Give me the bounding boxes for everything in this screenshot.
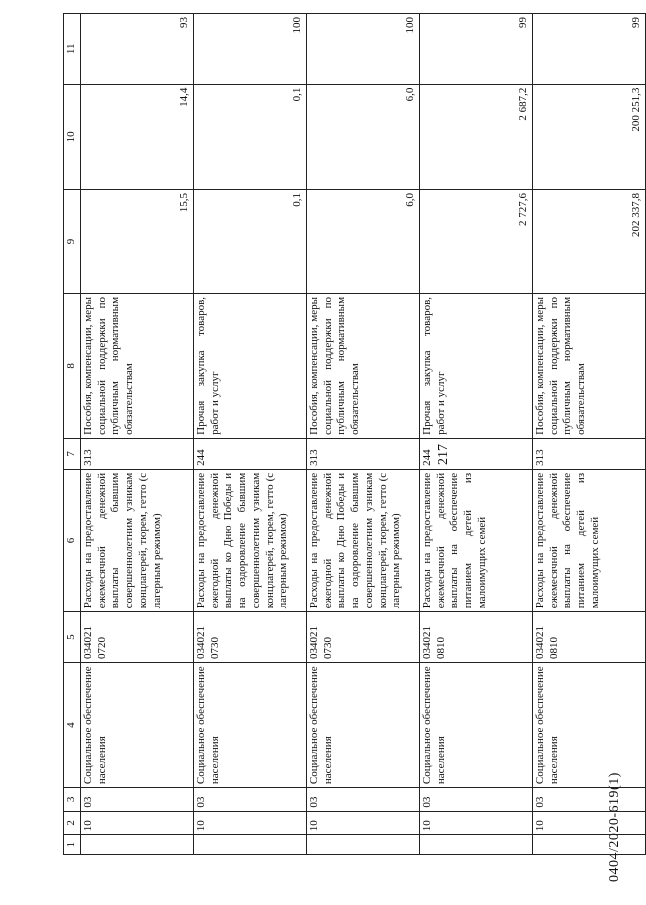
- cell-percent: 99: [532, 14, 645, 85]
- header-col-9: 9: [64, 189, 81, 293]
- cell-section: 10: [306, 811, 419, 835]
- cell-expense-type-name: Пособия, компенсации, меры социальной поддержки по публичным нормативным обязательствам: [80, 293, 193, 438]
- cell-subsection-name: Социальное обеспечение населения: [419, 663, 532, 788]
- cell-expense-name: Расходы на предоставление ежегодной денежной выплаты ко Дню Победы и на оздоровление бывшим совершеннолетним узникам концлагерей, тюрем, гетто (с лагерным режимом): [193, 469, 306, 611]
- cell-target-code: 034021 0730: [193, 612, 306, 663]
- cell-expense-type: 313: [532, 438, 645, 469]
- cell-expense-name: Расходы на предоставление ежемесячной денежной выплаты на обеспечение питанием детей из малоимущих семей: [532, 469, 645, 611]
- header-col-4: 4: [64, 663, 81, 788]
- header-row: [64, 14, 81, 855]
- cell-target-code: 034021 0810: [419, 612, 532, 663]
- cell-planned: 202 337,8: [532, 189, 645, 293]
- cell-expense-type: 313: [306, 438, 419, 469]
- cell-subsection: 03: [80, 788, 193, 812]
- cell-expense-name: Расходы на предоставление ежемесячной денежной выплаты на обеспечение питанием детей из малоимущих семей: [419, 469, 532, 611]
- cell-subsection-name: Социальное обеспечение населения: [532, 663, 645, 788]
- cell-section: 10: [80, 811, 193, 835]
- cell-executed: 2 687,2: [419, 84, 532, 189]
- cell-expense-type: 313: [80, 438, 193, 469]
- cell-planned: 0,1: [193, 189, 306, 293]
- cell-target-code: 034021 0730: [306, 612, 419, 663]
- table-row: [419, 14, 532, 855]
- cell-percent: 93: [80, 14, 193, 85]
- cell-col-1: [80, 835, 193, 855]
- cell-percent: 100: [193, 14, 306, 85]
- cell-col-1: [419, 835, 532, 855]
- cell-target-code: 034021 0720: [80, 612, 193, 663]
- cell-planned: 15,5: [80, 189, 193, 293]
- cell-subsection-name: Социальное обеспечение населения: [193, 663, 306, 788]
- cell-planned: 2 727,6: [419, 189, 532, 293]
- cell-expense-type-name: Пособия, компенсации, меры социальной поддержки по публичным нормативным обязательствам: [532, 293, 645, 438]
- cell-col-1: [532, 835, 645, 855]
- cell-expense-type: 244: [419, 438, 532, 469]
- cell-subsection-name: Социальное обеспечение населения: [306, 663, 419, 788]
- cell-subsection: 03: [532, 788, 645, 812]
- budget-table: [63, 13, 646, 855]
- cell-percent: 100: [306, 14, 419, 85]
- header-col-11: 11: [64, 14, 81, 85]
- cell-executed: 6,0: [306, 84, 419, 189]
- table-row: [306, 14, 419, 855]
- cell-executed: 14,4: [80, 84, 193, 189]
- cell-expense-type: 244: [193, 438, 306, 469]
- header-col-6: 6: [64, 469, 81, 611]
- cell-target-code: 034021 0810: [532, 612, 645, 663]
- cell-expense-type-name: Пособия, компенсации, меры социальной поддержки по публичным нормативным обязательствам: [306, 293, 419, 438]
- header-col-5: 5: [64, 612, 81, 663]
- header-col-3: 3: [64, 788, 81, 812]
- header-col-7: 7: [64, 438, 81, 469]
- cell-section: 10: [193, 811, 306, 835]
- cell-planned: 6,0: [306, 189, 419, 293]
- cell-expense-type-name: Прочая закупка товаров, работ и услуг: [193, 293, 306, 438]
- cell-subsection-name: Социальное обеспечение населения: [80, 663, 193, 788]
- header-col-8: 8: [64, 293, 81, 438]
- cell-expense-type-name: Прочая закупка товаров, работ и услуг: [419, 293, 532, 438]
- header-col-10: 10: [64, 84, 81, 189]
- table-row: [193, 14, 306, 855]
- table-row: [532, 14, 645, 855]
- header-col-1: 1: [64, 835, 81, 855]
- cell-col-1: [193, 835, 306, 855]
- cell-subsection: 03: [419, 788, 532, 812]
- document-code: 0404/2020-619(1): [607, 772, 622, 882]
- cell-percent: 99: [419, 14, 532, 85]
- table-row: [80, 14, 193, 855]
- cell-section: 10: [532, 811, 645, 835]
- page-number: 217: [436, 444, 451, 465]
- cell-subsection: 03: [306, 788, 419, 812]
- cell-section: 10: [419, 811, 532, 835]
- header-col-2: 2: [64, 811, 81, 835]
- cell-expense-name: Расходы на предоставление ежегодной денежной выплаты ко Дню Победы и на оздоровление бывшим совершеннолетним узникам концлагерей, тюрем, гетто (с лагерным режимом): [306, 469, 419, 611]
- cell-executed: 200 251,3: [532, 84, 645, 189]
- cell-col-1: [306, 835, 419, 855]
- cell-executed: 0,1: [193, 84, 306, 189]
- cell-expense-name: Расходы на предоставление ежемесячной денежной выплаты бывшим совершеннолетним узникам концлагерей, тюрем, гетто (с лагерным режимом): [80, 469, 193, 611]
- cell-subsection: 03: [193, 788, 306, 812]
